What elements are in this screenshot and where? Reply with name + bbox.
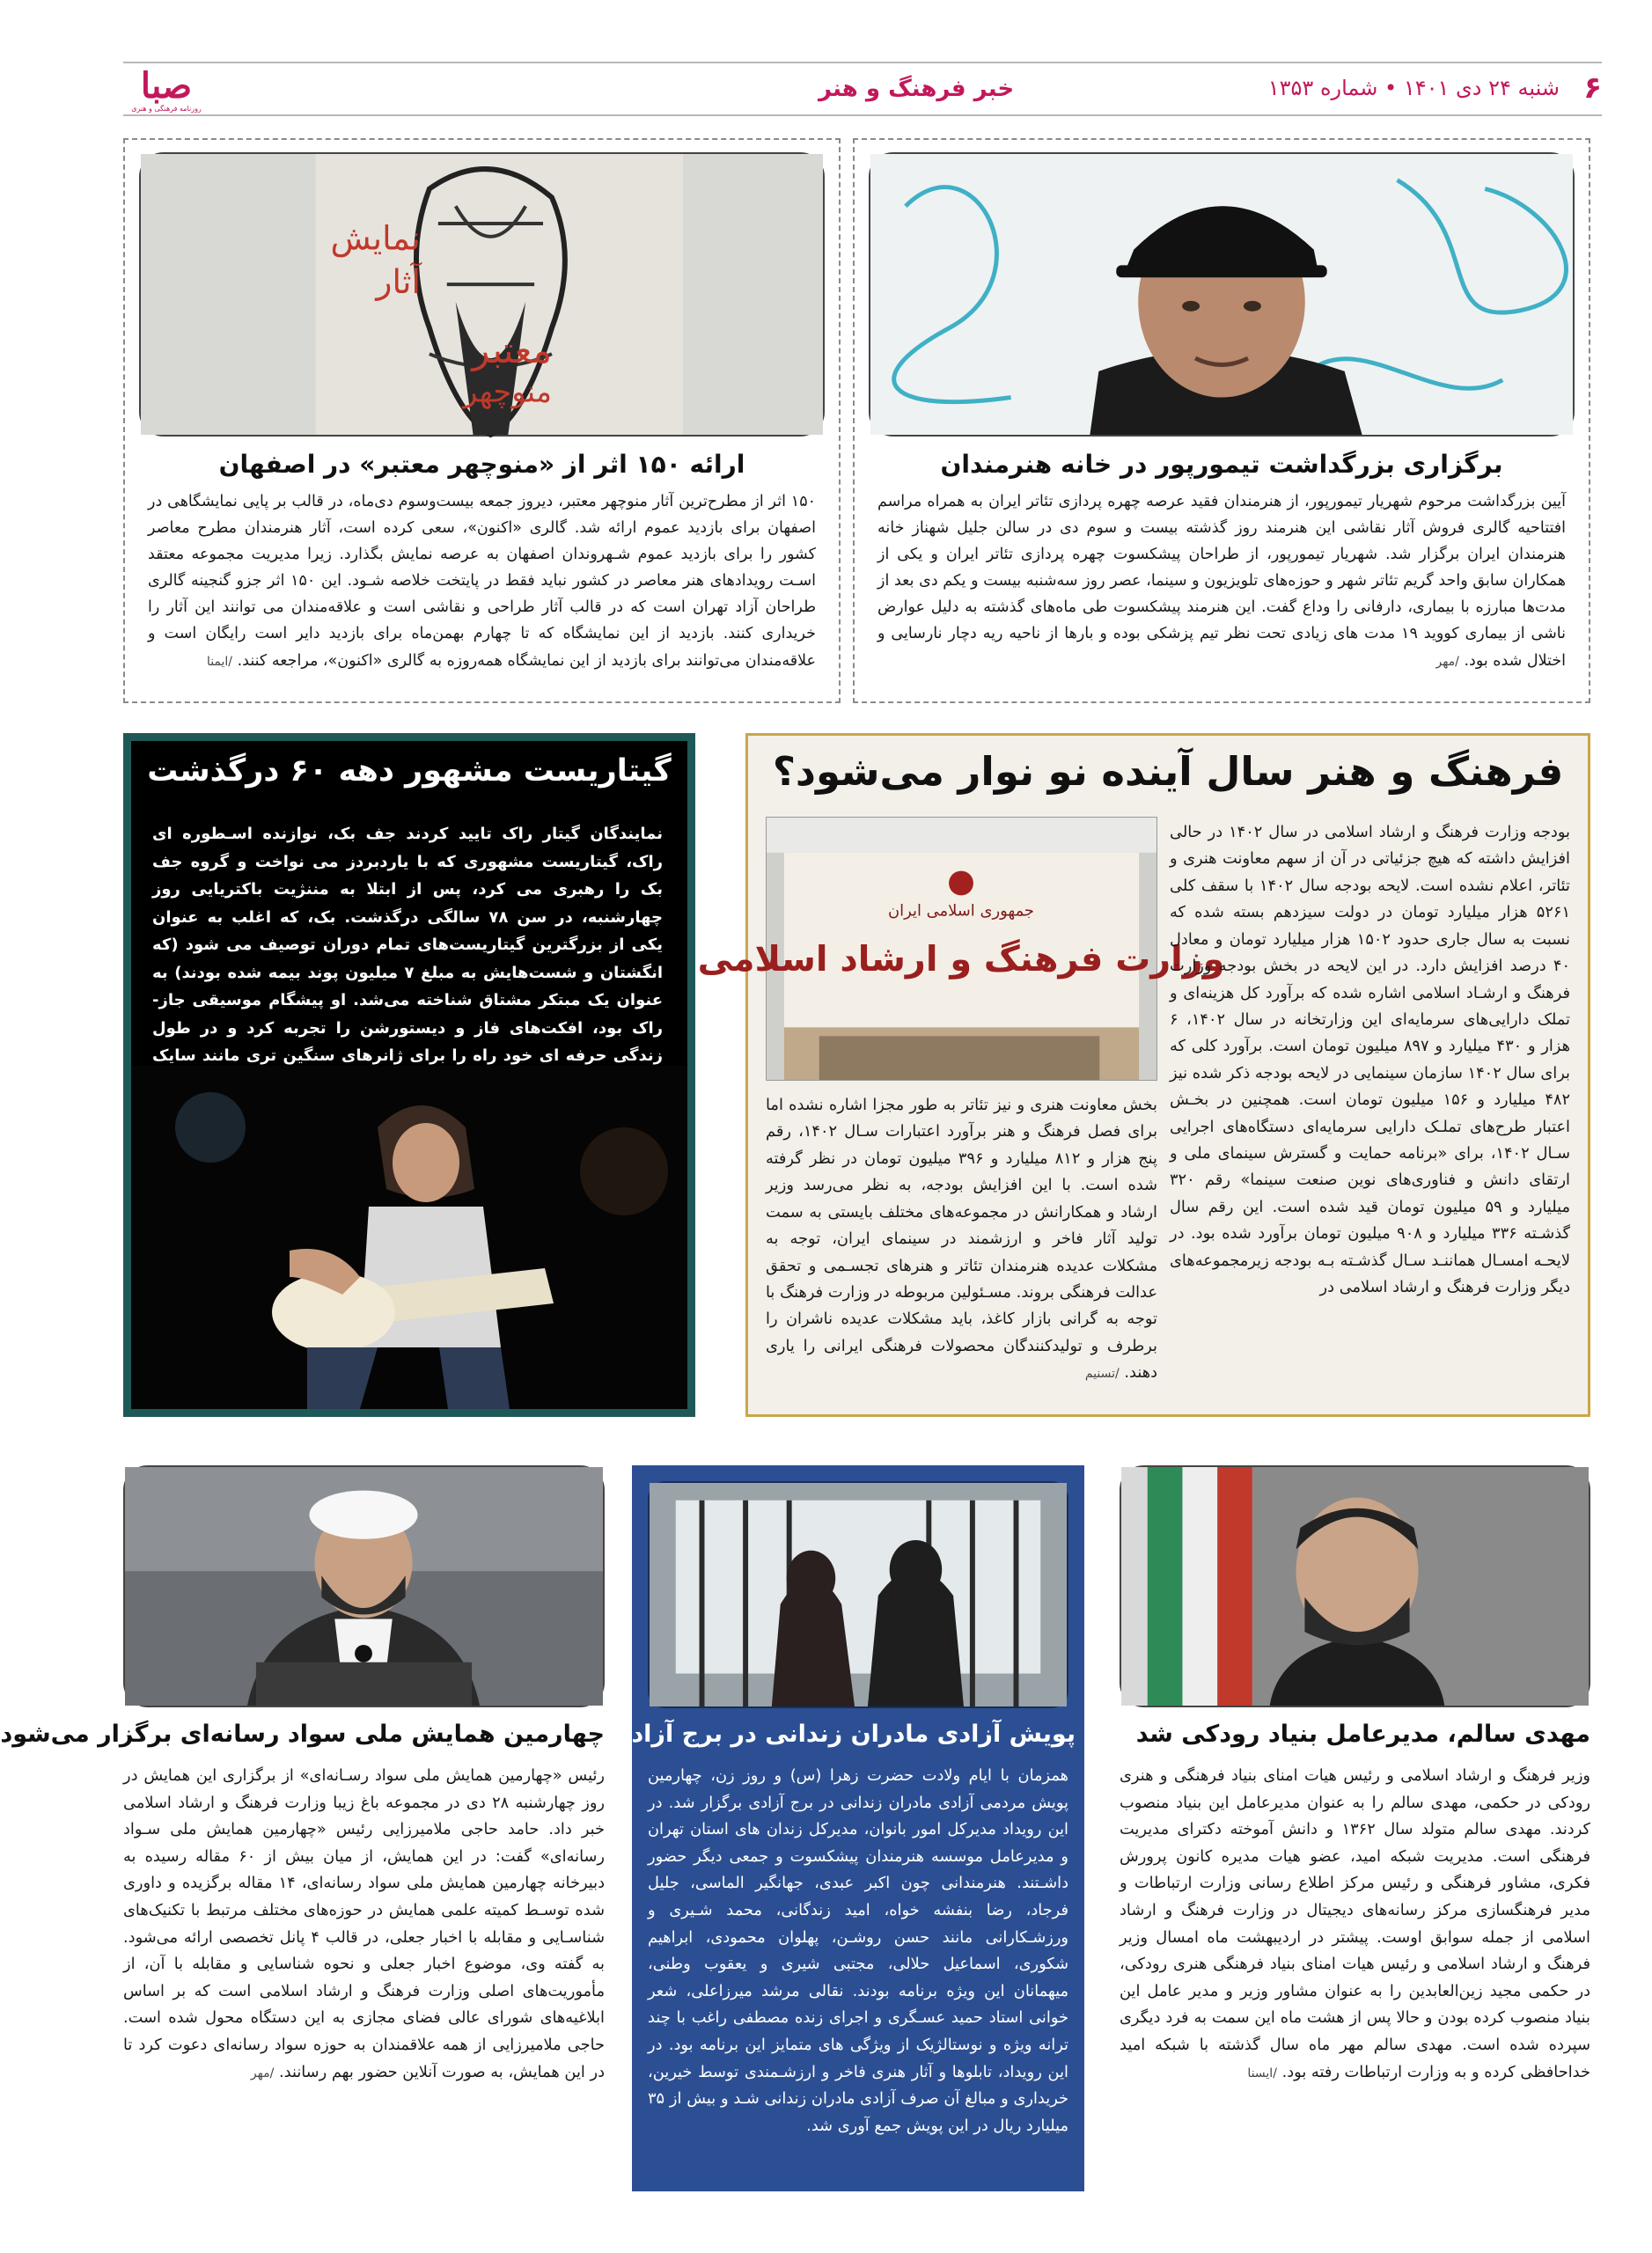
poster-word-4: منوچهر xyxy=(463,374,552,409)
article-source: /ایسنا xyxy=(1247,2066,1277,2081)
article-title: چهارمین همایش ملی سواد رسانه‌ای برگزار می‌شود xyxy=(0,1721,605,1748)
logo-text: صبا xyxy=(140,65,193,106)
sketch-poster-image xyxy=(141,154,823,435)
article-body xyxy=(1120,1763,1590,2086)
article-teymourpour xyxy=(853,138,1590,703)
cleric-speaker-portrait xyxy=(125,1467,603,1706)
article-source: /ایمنا xyxy=(206,654,233,669)
guitarist-photo xyxy=(131,1066,687,1409)
article-title: برگزاری بزرگداشت تیمورپور در خانه هنرمندان xyxy=(940,450,1503,479)
article-culture-budget xyxy=(697,733,1590,1417)
article-text: وزیر فرهنگ و ارشاد اسلامی و رئیس هیات امنای بنیاد فرهنگی و هنری رودکی در حکمی، مهدی سالم را به عنوان مدیرعامل این بنیاد منصوب کردند. مهدی سالم متولد سال ۱۳۶۲ و دانش آموخته دکترای مدیریت فرهنگی است. مدیریت شبکه امید، عضو هیات مدیره کانون پرورش فکری، مشاور فرهنگی و رئیس مرکز اطلاع رسانی وزارت ارتباطات و مدیر فرهنگسازی مرکز رسانه‌های دیجیتال در وزارت فرهنگ و ارشاد اسلامی از جمله سوابق اوست. پیشتر در اردیبهشت ماه امسال وزیر فرهنگ و ارشاد اسلامی و رئیس هیات امنای بنیاد فرهنگی هنری رودکی، در حکمی مجید زین‌العابدین را به عنوان مشاور وزیر و مدیر عامل این بنیاد منصوب کرده بودن و حالا پس از هشت ماه این سمت به فرد دیگری سپرده شده است. مهدی سالم مهر ماه سال گذشته با شبکه امید خداحافظی کرده و به وزارت ارتباطات رفته بود. xyxy=(1120,1766,1590,2081)
salem-portrait xyxy=(1121,1467,1589,1706)
salem-photo xyxy=(1120,1465,1590,1707)
article-text: بودجه وزارت فرهنگ و ارشاد اسلامی در سال ۱۴۰۲ در حالی افزایش داشته که هیچ جزئیاتی در آن از سهم معاونت هنری و تئاتر، اعلام نشده است. لایحه بودجه سال ۱۴۰۲ با سقف کلی ۵۲۶۱ هزار میلیارد تومان در دولت سیزدهم بسته شده که نسبت به سال جاری حدود ۱۵۰۲ هزار میلیارد تومان و معادل ۴۰ درصد افزایش دارد. در این لایحه در بخش بودجه وزارت فرهنگ و ارشـاد اسلامی اشاره شده که برآورد کل هزینه‌ای و تملک دارایی‌های سرمایه‌ای این وزارتخانه در سال ۱۴۰۲، ۶ هزار و ۴۳۰ میلیارد و ۸۹۷ میلیون تومان است. برآورد کلی که برای سال ۱۴۰۲ سازمان سینمایی در لایحه بودجه ذکر شده نیز ۴۸۲ میلیارد و ۱۵۶ میلیون تومان است. همچنین در بخـش اعتبار طرح‌های تملـک دارایی سرمایه‌ای دستگاه‌های اجرایی سـال ۱۴۰۲، برای «برنامه حمایت و گسترش سینمای ملی و ارتقای دانش و فناوری‌های نوین صنعت سینما» رقم ۳۲۰ میلیارد و ۵۹ میلیون تومان قید شده است. این رقم سال گذشـته ۳۳۶ میلیارد و ۹۰۸ میلیون تومان برآورد شده بود. در لایحـه امسـال هماننـد سـال گذشـته بـه بودجه زیرمجموعه‌های دیگر وزارت فرهنگ و ارشاد اسلامی در xyxy=(1170,823,1571,1297)
article-title: فرهنگ و هنر سال آینده نو نوار می‌شود؟ xyxy=(772,748,1564,795)
article-text: آیین بزرگداشت مرحوم شهریار تیمورپور، از هنرمندان فقید عرصه چهره پردازی تئاتر ایران به همراه مراسم افتتاحیه گالری فروش آثار نقاشی این هنرمند روز گذشته بیست و سوم دی در سالن جلیل شهناز خانه هنرمندان ایران برگزار شد. شهریار تیمورپور، از طراحان پیشکسوت چهره پردازی تئاتر ایران و یکی از همکاران سابق واحد گریم تئاتر شهر و حوزه‌های تلویزیون و سینما، عصر روز سه‌شنبه بیست و یکم دی بعد از مدت‌ها مبارزه با بیماری، دارفانی را وداع گفت. این هنرمند پیشکسوت طی ماه‌های گذشته به دلیل عوارض ناشی از بیماری کووید ۱۹ مدت های زیادی تحت نظر تیم پزشکی بوده و بارها از ناحیه ریه دچار نارسایی و اختلال شده بود. xyxy=(877,493,1566,670)
article-title: ارائه ۱۵۰ اثر از «منوچهر معتبر» در اصفهان xyxy=(218,450,745,479)
ministry-building-photo xyxy=(697,817,1225,1081)
newspaper-logo[interactable] xyxy=(123,67,209,113)
speaker-photo xyxy=(123,1465,605,1707)
guitarist-image xyxy=(131,1066,687,1409)
portrait-photo xyxy=(869,152,1575,437)
article-title: مهدی سالم، مدیرعامل بنیاد رودکی شد xyxy=(1135,1721,1590,1748)
article-column-left xyxy=(766,1092,1157,1387)
article-prisoner-mothers xyxy=(609,1465,1084,2191)
page-number: ۶ xyxy=(1583,70,1602,106)
article-motabar-exhibition xyxy=(123,138,841,703)
article-source: /مهر xyxy=(250,2066,275,2081)
article-title: پویش آزادی مادران زندانی در برج آزادی xyxy=(609,1721,1076,1748)
article-mehdi-salem xyxy=(1120,1465,1590,2191)
article-media-literacy xyxy=(0,1465,606,2191)
poster-word-2: آثار xyxy=(376,262,421,301)
page-header xyxy=(123,62,1602,116)
ministry-sign-image xyxy=(697,818,1225,1080)
prison-photo xyxy=(648,1481,1068,1708)
section-title: خبر فرهنگ و هنر xyxy=(819,76,1015,102)
article-body xyxy=(877,488,1566,674)
issue-date: شنبه ۲۴ دی ۱۴۰۱ • شماره ۱۳۵۳ xyxy=(1267,76,1560,100)
sign-main-text: وزارت فرهنگ و ارشاد اسلامی xyxy=(697,938,1225,980)
article-panel xyxy=(131,741,687,1409)
article-text: همزمان با ایام ولادت حضرت زهرا (س) و روز زن، چهارمین پویش مردمی آزادی مادران زندانی در برج آزادی برگزار شد. در این رویداد مدیرکل امور بانوان، مدیرکل زندان های استان تهران و مدیرعامل موسسه هنرمندان پیشکسوت و جمعی دیگر حضور داشـتند. هنرمندانی چون اکبر عبدی، جهانگیر الماسی، جلیل فرجاد، رضا بنفشه خواه، امید زندگانی، محمد شـیری و ورزشـکارانی مانند حسن روشـن، پهلوان محمودی، ابراهیم شکوری، اسماعیل حلالی، مجتبی شیری و یعقوب وطنی، میهمانان این ویژه برنامه بودند. نقالی مرشد میرزاعلی، شعر خوانی استاد حمید عسـگری و اجرای زنده مصطفی راغب با چند ترانه ویژه و نوستالژیک از ویژگی های متمایز این برنامه بود. در این رویداد، تابلوها و آثار هنری فاخر و ارزشـمندی توسط خیرین، خریداری و مبالغ آن صرف آزادی مادران زندانی شـد و بیش از ۳۵ میلیارد ریال در این پویش جمع آوری شد. xyxy=(648,1766,1068,2135)
poster-word-1: نمایش xyxy=(330,218,421,258)
article-source: /تسنیم xyxy=(1084,1367,1120,1382)
prison-window-image xyxy=(650,1483,1067,1706)
article-body xyxy=(148,488,816,674)
article-text: ۱۵۰ اثر از مطرح‌ترین آثار منوچهر معتبر، دیروز جمعه بیست‌وسوم دی‌ماه، در قالب بر پایی نمایشگاهی در اصفهان برای بازدید عموم ارائه شد. گالری «اکنون»، سعی کرده است، آثار هنرمندان مطرح معاصر کشور را برای بازدید عموم شـهروندان اصفهان به عرصه نمایش بگذارد. زیرا مدیریت مجموعه معتقد اسـت رویدادهای هنر معاصر در کشور نباید فقط در پایتخت خلاصه شـود. این ۱۵۰ اثر جزو گنجینه گالری طراحان آزاد تهران است که در قالب آثار طراحی و نقاشی است و علاقه‌مندان می توانند این آثار را خریداری کنند. بازدید از این نمایشگاه که تا چهارم بهمن‌ماه برای بازدید دایر است رایگان است و علاقه‌مندان می‌توانند برای بازدید از این نمایشگاه همه‌روزه به گالری «اکنون»، مراجعه کنند. xyxy=(148,493,816,670)
article-text: بخش معاونت هنری و نیز تئاتر به طور مجزا اشاره نشده اما برای فصل فرهنگ و هنر برآورد اعتبارات سـال ۱۴۰۲، رقم پنج هزار و ۸۱۲ میلیارد و ۳۹۶ میلیون تومان در نظر گرفته شده است. با این افزایش بودجه، به نظر می‌رسد وزیر ارشاد و همکارانش در مجموعه‌های مختلف بایستی به سمت تولید آثار فاخر و ارزشمند در سینمای ایران، توجه به مشکلات عدیده هنرمندان تئاتر و هنرهای تجسـمی و تحقق عدالت فرهنگی بروند. مسـئولین مربوطه در وزارت فرهنگ با توجه به گرانی بازار کاغذ، باید مشکلات عدیده ناشران را برطرف و تولیدکنندگان محصولات فرهنگی ایرانی را یاری دهند. xyxy=(766,1096,1158,1383)
article-text: رئیس «چهارمین همایش ملی سواد رسـانه‌ای» از برگزاری این همایش در روز چهارشنبه ۲۸ دی در مجموعه باغ زیبا وزارت فرهنگ و ارشاد اسلامی خبر داد. حامد حاجی ملامیرزایی رئیس «چهارمین همایش ملی سـواد رسانه‌ای» گفت: در این همایش، از میان بیش از ۶۰ مقاله رسیده به دبیرخانه چهارمین همایش ملی سواد رسانه‌ای، ۱۴ مقاله برگزیده و داوری شده توسـط کمیته علمی همایش در حوزه‌های مختلف مرتبط با تکنیک‌های شناسـایی و مقابله با اخبار جعلی، در قالب ۴ پانل تخصصی ارائه می‌شود. به گفته وی، موضوع اخبار جعلی و نحوه شناسایی و مقابله با آن، از مأموریت‌های اصلی وزارت فرهنگ و ارشاد اسلامی است که بر اساس ابلاغیه‌های شورای عالی فضای مجازی به این دستگاه محول شده است. حاجی ملامیرزایی از همه علاقمندان به حوزه سواد رسانه‌ای دعوت کرد تا در این همایش، به صورت آنلاین حضور بهم رسانند. xyxy=(123,1766,606,2081)
article-column-right xyxy=(1170,819,1570,1302)
sign-emblem-text: جمهوری اسلامی ایران xyxy=(887,901,1035,921)
article-source: /مهر xyxy=(1435,654,1459,669)
article-title: گیتاریست مشهور دهه ۶۰ درگذشت xyxy=(147,753,672,789)
poster-word-3: معتبر xyxy=(472,328,552,371)
article-body xyxy=(123,1763,605,2086)
teymourpour-portrait xyxy=(870,154,1573,435)
article-jeff-beck xyxy=(123,733,695,1417)
article-text: نمایندگان گیتار راک تایید کردند جف بک، نوازنده اسـطوره ای راک، گیتاریست مشهوری که با یاردبردز می نواخت و گروه جف بک را رهبری می کرد، پس از ابتلا به مننژیت باکتریایی روز چهارشنبه، در سن ۷۸ سالگی درگذشت. بک، که اغلب به عنوان یکی از بزرگترین گیتاریست‌های تمام دوران توصیف می شود (که انگشتان و شست‌هایش به مبلغ ۷ میلیون پوند بیمه شده بودند) به عنوان یک مبتکر مشتاق شناخته می‌شد. او پیشگام موسیقی جاز-راک بود، افکت‌های فاز و دیستورشن را تجربه کرد و در طول زندگی حرفه ای خود راه را برای ژانرهای سنگین تری مانند سایک xyxy=(152,825,664,1065)
logo-subtitle: روزنامه فرهنگی و هنری xyxy=(131,105,202,113)
exhibition-poster xyxy=(139,152,825,437)
article-body xyxy=(648,1763,1068,2140)
